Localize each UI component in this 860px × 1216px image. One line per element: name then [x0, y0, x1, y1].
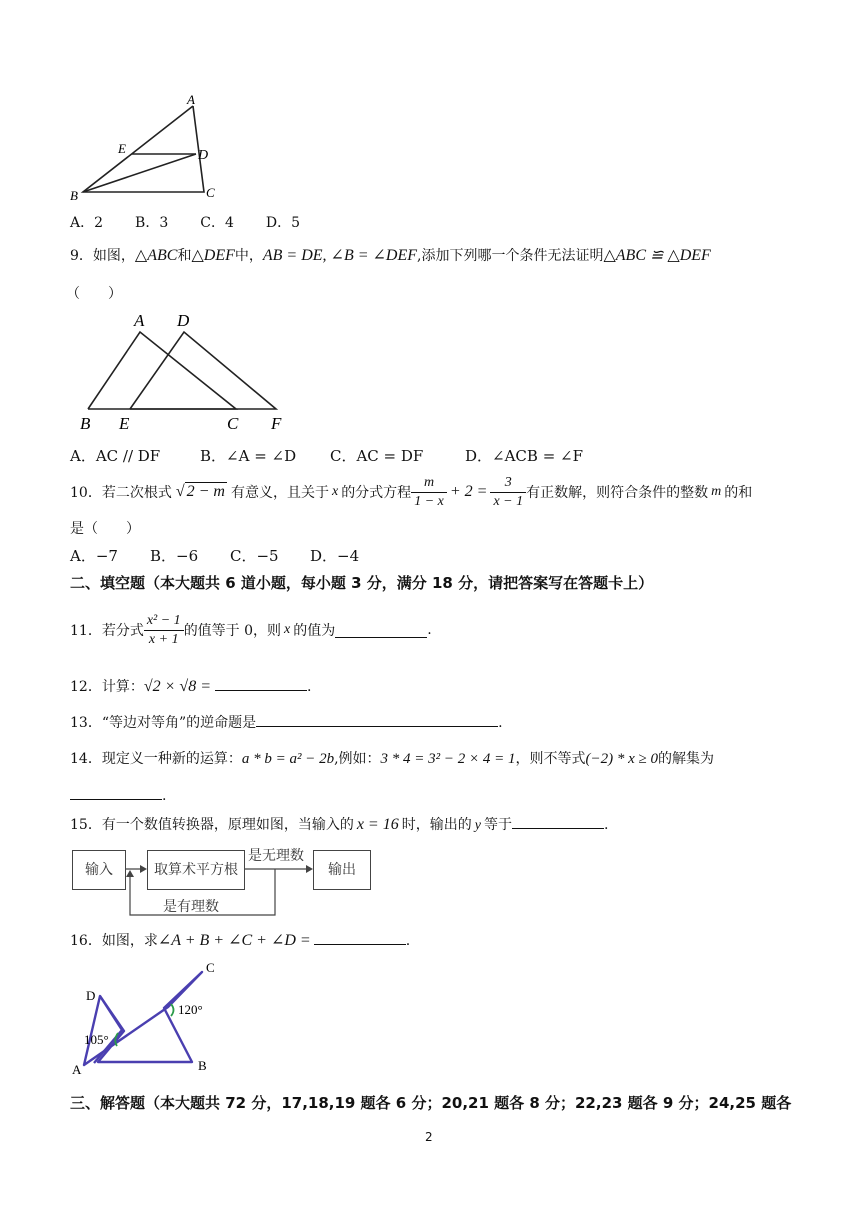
q10-fraction1 [411, 474, 447, 511]
section-3-heading: 三、解答题（本大题共 72 分，17,18,19 题各 6 分；20,21 题各 8 分；22,23 题各 9 分；24,25 题各 [70, 1094, 792, 1112]
label-c: C [206, 185, 215, 200]
q15-text-c: 等于 [483, 817, 512, 833]
q11-text-c: 的值为 [293, 623, 336, 639]
flow-output-label: 输出 [328, 862, 356, 878]
q10-option-a[interactable]: A．−7 [70, 547, 118, 565]
q9-text2: ,添加下列哪一个条件无法证明 [417, 248, 604, 264]
q14-text-b: ,例如： [334, 751, 381, 767]
q11-x: x [284, 622, 291, 637]
q9-paren: （ ） [66, 286, 122, 302]
angle-120-label: 120° [178, 1002, 203, 1017]
q12-end: . [306, 679, 312, 695]
section-2-heading: 二、填空题（本大题共 6 道小题，每小题 3 分，满分 18 分，请把答案写在答题卡上） [70, 574, 654, 592]
q11-end: . [427, 622, 432, 638]
q10-option-c[interactable]: C．−5 [230, 547, 279, 565]
q10-line1d: 有正数解，则符合条件的整数 [526, 485, 709, 501]
label-f: F [271, 414, 282, 433]
q12-expr: √2 × √8 = [143, 678, 211, 695]
q8-option-a[interactable]: A．2 [70, 215, 104, 231]
q12-question [70, 676, 311, 696]
q14-answer-blank[interactable] [70, 785, 162, 800]
q11-question [70, 608, 432, 652]
q9-tri2: △DEF [191, 247, 235, 264]
flow-irrational-label: 是无理数 [248, 848, 304, 864]
q10-radical: √ 2 − m [175, 483, 225, 500]
q9-option-b[interactable]: B．∠A = ∠D [200, 447, 297, 465]
q9-options [70, 445, 583, 466]
q11-answer-blank[interactable] [335, 623, 427, 638]
q16-answer-blank[interactable] [314, 930, 406, 945]
q15-text-b: 时，输出的 [401, 817, 472, 833]
q9-mid: 中， [234, 248, 263, 264]
q11-num: x² − 1 [144, 612, 184, 631]
q13-question [70, 712, 503, 732]
label-a: A [187, 92, 195, 107]
q8-option-b[interactable]: B．3 [135, 215, 169, 231]
triangle-figure-q9 [76, 310, 296, 434]
q9-congr: △ABC ≌ △DEF [603, 247, 711, 264]
q9-and: 和 [177, 248, 192, 264]
q12-text-a: 12．计算： [70, 679, 144, 695]
q10-plus2: + 2 = [449, 483, 488, 500]
q10-option-b[interactable]: B．−6 [150, 547, 199, 565]
label-b: B [198, 1058, 207, 1073]
flow-process-label: 取算术平方根 [154, 862, 238, 878]
q8-option-d[interactable]: D．5 [265, 215, 300, 231]
q14-question [70, 748, 714, 768]
q14-text-d: 的解集为 [658, 751, 715, 767]
q10-radicand: 2 − m [186, 483, 225, 500]
label-d: D [86, 988, 96, 1003]
q11-text-a: 11．若分式 [70, 623, 144, 639]
label-d: D [177, 311, 190, 330]
label-d: D [198, 148, 209, 163]
q8-option-c[interactable]: C．4 [200, 215, 234, 231]
polygon-figure-q16 [68, 958, 248, 1078]
label-b: B [80, 414, 91, 433]
q13-end: . [498, 715, 503, 731]
q15-text-a: 15．有一个数值转换器，原理如图，当输入的 [70, 817, 354, 833]
q10-frac1-den: 1 − x [414, 493, 444, 509]
q15-question [70, 814, 608, 834]
q16-text-a: 16．如图，求 [70, 933, 158, 949]
flow-rational-label: 是有理数 [163, 899, 219, 915]
q9-option-d[interactable]: D．∠ACB = ∠F [465, 447, 584, 465]
q9-question [70, 245, 711, 265]
q10-m: m [711, 484, 722, 499]
q14-end: . [162, 788, 167, 804]
label-e: E [119, 414, 130, 433]
q14-inequality: (−2) * x ≥ 0 [585, 751, 659, 767]
q9-text1: 9．如图， [70, 248, 135, 264]
q16-question [70, 930, 410, 950]
q16-end: . [405, 933, 411, 949]
q9-option-c[interactable]: C．AC = DF [330, 447, 424, 465]
q10-frac2-den: x − 1 [493, 493, 524, 509]
q15-end: . [603, 817, 609, 833]
q10-question [70, 470, 752, 514]
label-a: A [134, 311, 145, 330]
q15-answer-blank[interactable] [512, 814, 604, 829]
q16-expr: ∠A + B + ∠C + ∠D = [157, 932, 311, 949]
q12-answer-blank[interactable] [215, 676, 307, 691]
q15-cond: x = 16 [356, 816, 399, 833]
q14-text-c: ，则不等式 [515, 751, 586, 767]
q10-line2: 是（ ） [70, 521, 140, 537]
q11-den: x + 1 [148, 631, 179, 647]
label-b: B [70, 188, 78, 203]
page-number: 2 [425, 1130, 433, 1144]
q10-option-d[interactable]: D．−4 [310, 547, 360, 565]
q10-frac1-num: m [411, 474, 447, 493]
q10-frac2-num: 3 [490, 474, 526, 493]
q8-options [70, 212, 332, 232]
q14-text-a: 14．现定义一种新的运算： [70, 751, 242, 767]
label-a: A [72, 1062, 82, 1077]
q13-text-a: 13．“等边对等角”的逆命题是 [70, 715, 257, 731]
q10-line1a: 10．若二次根式 [70, 485, 172, 501]
q14-example: 3 * 4 = 3² − 2 × 4 = 1 [380, 751, 516, 767]
q10-options [70, 545, 359, 566]
flow-input-label: 输入 [85, 862, 113, 878]
q14-line2 [70, 785, 166, 804]
q10-line1e: 的和 [724, 485, 753, 501]
q10-fraction2 [490, 474, 526, 511]
q10-line1c: 的分式方程 [341, 485, 412, 501]
q11-fraction [144, 612, 184, 649]
label-c: C [227, 414, 239, 433]
angle-105-label: 105° [84, 1032, 109, 1047]
q9-option-a[interactable]: A．AC // DF [70, 447, 161, 465]
label-c: C [206, 960, 215, 975]
q9-cond: AB = DE, ∠B = ∠DEF [262, 247, 418, 264]
q10-x: x [331, 484, 339, 499]
q9-tri1: △ABC [134, 247, 178, 264]
label-e: E [118, 141, 126, 156]
q10-line1b: 有意义，且关于 [230, 485, 329, 501]
q13-answer-blank[interactable] [256, 712, 498, 727]
q15-y: y [474, 818, 481, 833]
triangle-figure-q8 [68, 92, 228, 204]
q14-def: a * b = a² − 2b [241, 751, 335, 767]
flow-arrows [60, 840, 380, 920]
q11-text-b: 的值等于 0，则 [183, 623, 282, 639]
